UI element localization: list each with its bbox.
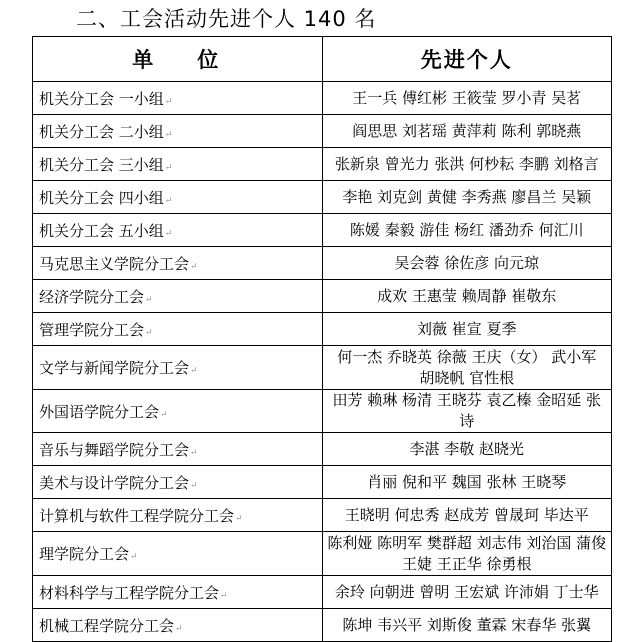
paragraph-mark-icon: ↵ xyxy=(164,96,173,107)
unit-cell xyxy=(33,82,323,115)
unit-name: 机关分工会 四小组 xyxy=(39,188,164,207)
unit-cell xyxy=(33,609,323,642)
paragraph-mark-icon: ↵ xyxy=(235,513,243,524)
table-row xyxy=(33,576,612,609)
table-row xyxy=(33,115,612,148)
unit-cell xyxy=(33,433,323,466)
people-cell xyxy=(322,346,612,390)
people-names: 肖丽 倪和平 魏国 张林 王晓琴 xyxy=(367,472,567,491)
table-row xyxy=(33,247,612,280)
table-row xyxy=(33,181,612,214)
unit-cell xyxy=(33,181,323,214)
paragraph-mark-icon: ↵ xyxy=(160,409,168,420)
unit-cell xyxy=(33,313,323,346)
paragraph-mark-icon: ↵ xyxy=(190,261,198,272)
paragraph-mark-icon: ↵ xyxy=(145,294,153,305)
paragraph-mark-icon: ↵ xyxy=(164,195,173,206)
table-row xyxy=(33,466,612,499)
paragraph-mark-icon: ↵ xyxy=(130,552,138,562)
unit-name: 经济学院分工会 xyxy=(39,287,145,306)
unit-cell xyxy=(33,148,323,181)
people-names: 余玲 向朝进 曾明 王宏斌 许沛娟 丁士华 xyxy=(334,582,599,601)
award-table xyxy=(32,36,612,642)
people-names: 陈媛 秦毅 游佳 杨红 潘劲乔 何汇川 xyxy=(349,220,584,239)
paragraph-mark-icon: ↵ xyxy=(164,129,173,140)
people-cell xyxy=(322,390,612,433)
people-names: 田芳 赖琳 杨清 王晓芬 袁乙榛 金昭延 张诗 xyxy=(332,391,602,430)
unit-name: 机关分工会 一小组 xyxy=(39,89,164,108)
people-names: 张新泉 曾光力 张洪 何杪耘 李鹏 刘格言 xyxy=(334,154,599,173)
unit-name: 管理学院分工会 xyxy=(39,320,145,339)
paragraph-mark-icon: ↵ xyxy=(164,162,173,173)
people-cell xyxy=(322,115,612,148)
people-line: 陈利娅 陈明军 樊群超 刘志伟 刘治国 蒲俊 xyxy=(327,533,607,552)
people-names: 成欢 王惠莹 赖周静 崔敬东 xyxy=(377,286,557,305)
table-header-row xyxy=(33,37,612,82)
people-names: 王晓明 何忠秀 赵成芳 曾晟珂 毕达平 xyxy=(344,505,589,524)
people-names: 李湛 李敬 赵晓光 xyxy=(409,439,525,458)
paragraph-mark-icon: ↵ xyxy=(175,623,183,634)
people-cell xyxy=(322,313,612,346)
people-names: 吴会蓉 徐佐彦 向元琼 xyxy=(394,253,540,272)
unit-cell xyxy=(33,115,323,148)
people-cell xyxy=(322,280,612,313)
people-cell xyxy=(322,214,612,247)
people-names: 阎思思 刘茗瑶 黄萍莉 陈利 郭晓燕 xyxy=(352,121,582,140)
unit-name: 音乐与舞蹈学院分工会 xyxy=(39,440,190,459)
paragraph-mark-icon: ↵ xyxy=(220,590,228,601)
unit-cell xyxy=(33,214,323,247)
unit-name: 机关分工会 三小组 xyxy=(39,155,164,174)
paragraph-mark-icon: ↵ xyxy=(190,366,198,376)
paragraph-mark-icon: ↵ xyxy=(190,480,198,491)
unit-name: 美术与设计学院分工会 xyxy=(39,473,190,492)
people-cell xyxy=(322,466,612,499)
unit-cell xyxy=(33,576,323,609)
unit-cell xyxy=(33,390,323,433)
people-names: 刘薇 崔宣 夏季 xyxy=(416,319,517,338)
table-row xyxy=(33,82,612,115)
unit-cell xyxy=(33,247,323,280)
table-row xyxy=(33,280,612,313)
people-cell xyxy=(322,609,612,642)
people-cell xyxy=(322,576,612,609)
unit-cell xyxy=(33,499,323,532)
table-row xyxy=(33,346,612,390)
people-line: 何一杰 乔晓英 徐薇 王庆（女） 武小军 xyxy=(337,347,597,366)
table-row xyxy=(33,433,612,466)
table-row xyxy=(33,532,612,576)
table-row xyxy=(33,148,612,181)
paragraph-mark-icon: ↵ xyxy=(164,228,173,239)
people-names: 陈坤 韦兴平 刘斯俊 董霖 宋春华 张翼 xyxy=(342,615,592,634)
people-cell xyxy=(322,82,612,115)
unit-name: 材料科学与工程学院分工会 xyxy=(39,583,220,602)
people-names: 李艳 刘克剑 黄健 李秀燕 廖昌兰 吴颖 xyxy=(342,187,592,206)
unit-name: 计算机与软件工程学院分工会 xyxy=(39,506,235,525)
page-heading: 二、工会活动先进个人 140 名 xyxy=(76,7,377,31)
unit-name: 机关分工会 二小组 xyxy=(39,122,164,141)
table-row xyxy=(33,313,612,346)
people-line: 胡晓帆 官性根 xyxy=(419,368,515,387)
table-row xyxy=(33,214,612,247)
table-row xyxy=(33,390,612,433)
unit-name: 外国语学院分工会 xyxy=(39,402,160,421)
unit-name: 机关分工会 五小组 xyxy=(39,221,164,240)
unit-cell xyxy=(33,280,323,313)
people-cell xyxy=(322,181,612,214)
people-names: 王一兵 傅红彬 王筱莹 罗小青 吴茗 xyxy=(352,88,582,107)
header-people: 先进个人 xyxy=(322,37,612,82)
unit-name: 理学院分工会 xyxy=(39,545,130,563)
people-cell xyxy=(322,433,612,466)
table-row xyxy=(33,609,612,642)
paragraph-mark-icon: ↵ xyxy=(190,447,198,458)
people-cell xyxy=(322,532,612,576)
unit-name: 文学与新闻学院分工会 xyxy=(39,359,190,377)
unit-name: 马克思主义学院分工会 xyxy=(39,254,190,273)
unit-cell xyxy=(33,466,323,499)
paragraph-mark-icon: ↵ xyxy=(145,327,153,338)
people-cell xyxy=(322,148,612,181)
people-cell xyxy=(322,499,612,532)
unit-name: 机械工程学院分工会 xyxy=(39,616,175,635)
people-line: 王婕 王正华 徐勇根 xyxy=(401,554,532,573)
table-row xyxy=(33,499,612,532)
unit-cell xyxy=(33,346,323,390)
unit-cell xyxy=(33,532,323,576)
people-cell xyxy=(322,247,612,280)
header-unit: 单位 xyxy=(33,37,323,82)
